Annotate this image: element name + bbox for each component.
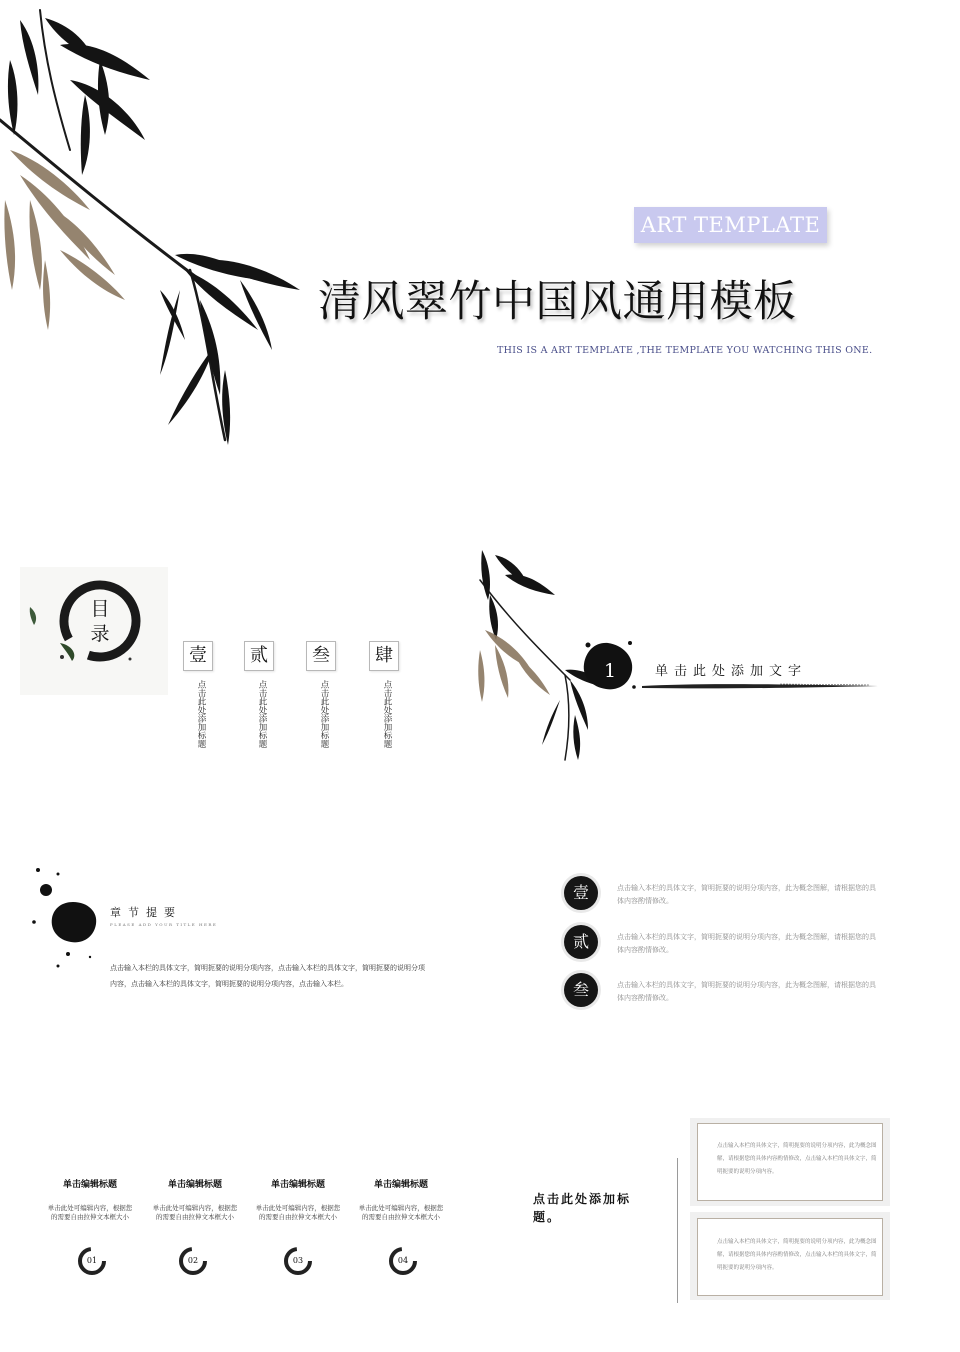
section-title: 单击此处添加文字 [655,664,808,679]
column-number: 03 [292,1256,304,1265]
column-body: 单击此处可编辑内容，根据您的需要自由拉伸文本框大小 [152,1204,238,1221]
summary-heading: 章节提要 [110,906,182,919]
column-number: 04 [397,1256,409,1265]
column-number: 02 [187,1256,199,1265]
list-badge: 贰 [564,925,598,959]
cover-subtitle: THIS IS A ART TEMPLATE ,THE TEMPLATE YOU WATCHING THIS ONE. [497,345,873,356]
list-item-text: 点击输入本栏的具体文字，简明扼要的说明分项内容，此为概念图解，请根据您的具体内容酌情修改。 [617,933,876,954]
column-title: 单击编辑标题 [167,1180,222,1190]
text-card-body: 点击输入本栏的具体文字，简明扼要的说明分项内容，此为概念图解，请根据您的具体内容酌情修改，点击输入本栏的具体文字，简明扼要的说明分项内容。 [717,1143,877,1175]
brush-stroke-divider [640,680,880,692]
column-title: 单击编辑标题 [62,1180,117,1190]
list-badge: 叁 [564,973,598,1007]
column-body: 单击此处可编辑内容，根据您的需要自由拉伸文本框大小 [47,1204,133,1221]
contents-title-top: 目 [90,598,110,620]
summary-body: 点击输入本栏的具体文字，简明扼要的说明分项内容，点击输入本栏的具体文字，简明扼要的说明分项内容，点击输入本栏的具体文字，简明扼要的说明分项内容，点击输入本栏。 [110,964,425,988]
list-badge: 壹 [564,876,598,910]
contents-number-box: 壹 [183,641,213,671]
column-title: 单击编辑标题 [373,1180,428,1190]
text-card-body: 点击输入本栏的具体文字，简明扼要的说明分项内容，此为概念图解，请根据您的具体内容酌情修改，点击输入本栏的具体文字，简明扼要的说明分项内容。 [717,1239,877,1271]
contents-item-label: 点击此处添加标题 [319,680,329,748]
ink-blot-icon [28,862,108,972]
column-body: 单击此处可编辑内容，根据您的需要自由拉伸文本框大小 [255,1204,341,1221]
list-item-text: 点击输入本栏的具体文字，简明扼要的说明分项内容，此为概念图解，请根据您的具体内容酌情修改。 [617,981,876,1002]
summary-subheading: PLEASE ADD YOUR TITLE HERE [110,922,218,927]
boxes-title: 点击此处添加标题。 [533,1192,632,1224]
vertical-divider [677,1158,678,1303]
contents-item-label: 点击此处添加标题 [257,680,267,748]
bamboo-painting [0,0,320,450]
contents-number-box: 贰 [244,641,274,671]
contents-item-label: 点击此处添加标题 [196,680,206,748]
column-title: 单击编辑标题 [270,1180,325,1190]
contents-number-box: 肆 [369,641,399,671]
cover-title: 清风翠竹中国风通用模板 [318,277,797,327]
contents-number-box: 叁 [306,641,336,671]
column-body: 单击此处可编辑内容，根据您的需要自由拉伸文本框大小 [358,1204,444,1221]
section-number: 1 [603,660,617,682]
list-item-text: 点击输入本栏的具体文字，简明扼要的说明分项内容，此为概念图解，请根据您的具体内容酌情修改。 [617,884,876,905]
contents-title-bottom: 录 [90,623,110,645]
contents-title [86,597,114,647]
contents-item-label: 点击此处添加标题 [382,680,392,748]
art-template-badge: ART TEMPLATE [634,207,827,243]
column-number: 01 [86,1256,98,1265]
